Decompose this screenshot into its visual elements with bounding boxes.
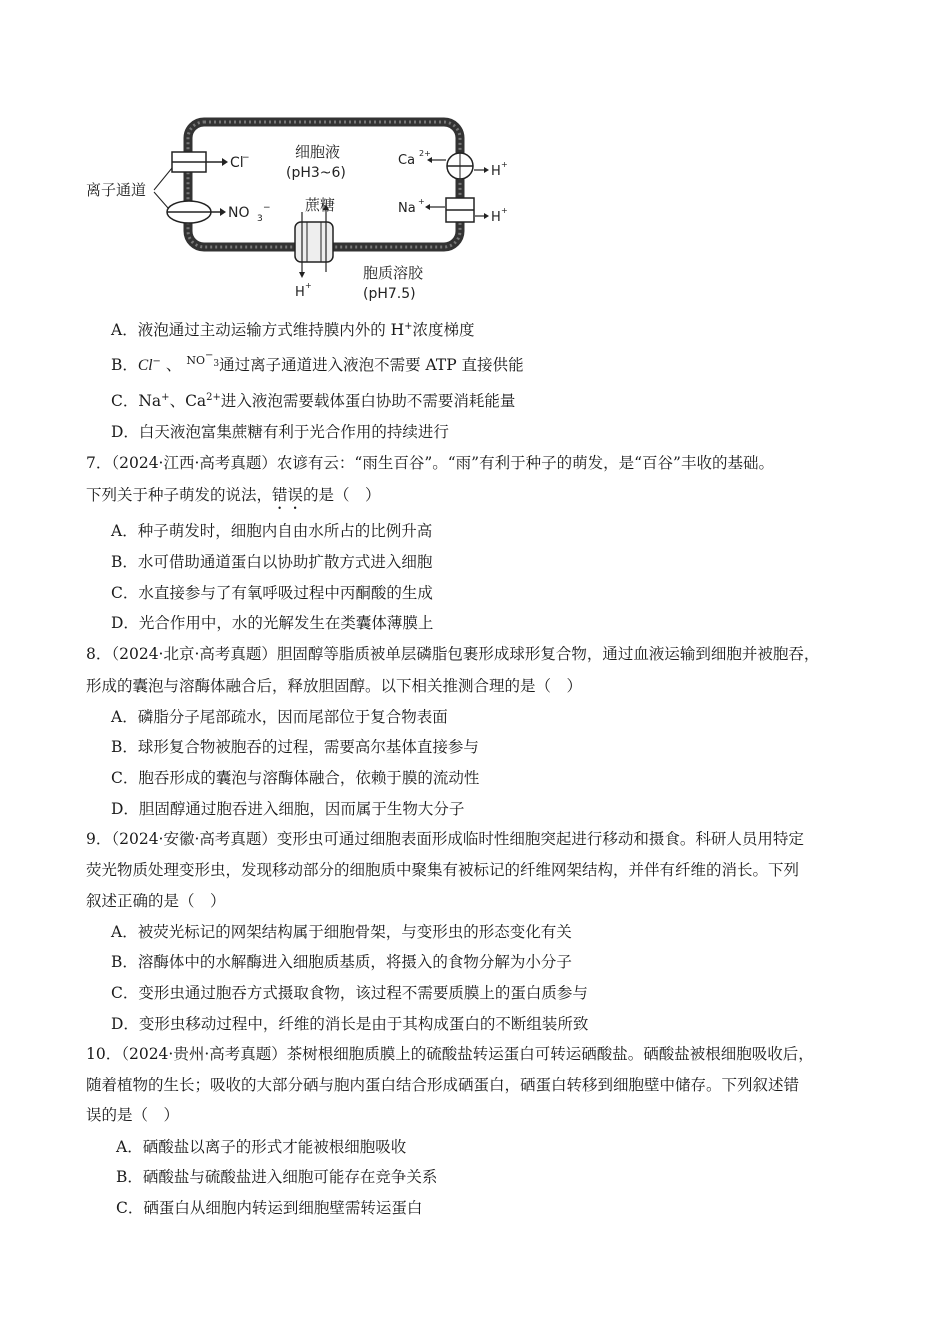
q9-option-c: C．变形虫通过胞吞方式摄取食物，该过程不需要质膜上的蛋白质参与 — [111, 984, 588, 1002]
svg-text:+: + — [501, 160, 508, 169]
q8-option-c: C．胞吞形成的囊泡与溶酶体融合，依赖于膜的流动性 — [111, 769, 480, 787]
na-label: Na — [398, 201, 416, 216]
q7-stem-line1: 7．（2024·江西·高考真题）农谚有云：“雨生百谷”。“雨”有利于种子的萌发，是“百谷”丰收的基础。 — [86, 454, 774, 472]
q8-option-d: D．胆固醇通过胞吞进入细胞，因而属于生物大分子 — [111, 800, 465, 818]
q9-option-b: B．溶酶体中的水解酶进入细胞质基质，将摄入的食物分解为小分子 — [111, 953, 572, 971]
svg-text:2+: 2+ — [419, 149, 431, 158]
q10-option-a: A．硒酸盐以离子的形式才能被根细胞吸收 — [116, 1138, 407, 1156]
q10-stem-line2: 随着植物的生长；吸收的大部分硒与胞内蛋白结合形成硒蛋白，硒蛋白转移到细胞壁中储存。下列叙述错 — [86, 1076, 800, 1094]
h-label-1: H — [491, 164, 501, 179]
q6-option-d: D．白天液泡富集蔗糖有利于光合作用的持续进行 — [111, 423, 449, 441]
q7-option-a: A．种子萌发时，细胞内自由水所占的比例升高 — [111, 522, 433, 540]
q10-option-b: B．硒酸盐与硫酸盐进入细胞可能存在竞争关系 — [116, 1168, 438, 1186]
q8-option-a: A．磷脂分子尾部疏水，因而尾部位于复合物表面 — [111, 708, 448, 726]
q10-stem-line3: 误的是（ ） — [86, 1106, 180, 1124]
svg-text:3: 3 — [257, 214, 263, 224]
q9-stem-line2: 荧光物质处理变形虫，发现移动部分的细胞质中聚集有被标记的纤维网架结构，并伴有纤维的消长。下列 — [86, 861, 800, 879]
q6-option-b: B．Cl− 、 $NO^-_3$通过离子通道进入液泡不需要 ATP 直接供能 — [111, 350, 524, 374]
q10-stem-line1: 10．（2024·贵州·高考真题）茶树根细胞质膜上的硫酸盐转运蛋白可转运硒酸盐。硒酸盐被根细胞吸收后， — [86, 1045, 814, 1063]
q6-option-c: C．Na+、$Ca^{2+}$进入液泡需要载体蛋白协助不需要消耗能量 — [111, 392, 516, 410]
svg-text:+: + — [418, 197, 425, 206]
q6-option-a: A．液泡通过主动运输方式维持膜内外的 H+浓度梯度 — [111, 321, 475, 339]
q9-option-d: D．变形虫移动过程中，纤维的消长是由于其构成蛋白的不断组装所致 — [111, 1015, 589, 1033]
svg-text:+: + — [305, 281, 312, 290]
q7-option-c: C．水直接参与了有氧呼吸过程中丙酮酸的生成 — [111, 584, 433, 602]
cytosol-label: 胞质溶胶 — [363, 264, 424, 282]
sucrose-transporter — [295, 222, 333, 262]
q7-option-b: B．水可借助通道蛋白以协助扩散方式进入细胞 — [111, 553, 433, 571]
svg-text:+: + — [501, 206, 508, 215]
q8-option-b: B．球形复合物被胞吞的过程，需要高尔基体直接参与 — [111, 738, 479, 756]
q7-stem-line2: 下列关于种子萌发的说法，错误的是（ ） — [86, 486, 381, 504]
q9-option-a: A．被荧光标记的网架结构属于细胞骨架，与变形虫的形态变化有关 — [111, 923, 572, 941]
q8-stem-line1: 8．（2024·北京·高考真题）胆固醇等脂质被单层磷脂包裹形成球形复合物，通过血液运输到细胞并被胞吞， — [86, 645, 820, 663]
cytosol-ph: (pH7.5) — [363, 286, 416, 302]
ca-label: Ca — [398, 153, 416, 168]
sucrose-label: 蔗糖 — [305, 196, 336, 214]
svg-text:−: − — [242, 153, 250, 163]
no3-label: NO — [228, 205, 250, 221]
h-label-3: H — [295, 285, 305, 300]
q10-option-c: C．硒蛋白从细胞内转运到细胞壁需转运蛋白 — [116, 1199, 423, 1217]
q9-stem-line3: 叙述正确的是（ ） — [86, 892, 226, 910]
svg-text:−: − — [263, 203, 271, 213]
vacuole-diagram-svg — [80, 110, 510, 310]
cell-sap-ph: (pH3~6) — [286, 165, 346, 181]
cl-label: Cl — [230, 155, 244, 171]
cell-sap-label: 细胞液 — [295, 143, 341, 161]
q8-stem-line2: 形成的囊泡与溶酶体融合后，释放胆固醇。以下相关推测合理的是（ ） — [86, 677, 583, 695]
q7-option-d: D．光合作用中，水的光解发生在类囊体薄膜上 — [111, 614, 434, 632]
ion-channel-label: 离子通道 — [86, 181, 147, 199]
q9-stem-line1: 9．（2024·安徽·高考真题）变形虫可通过细胞表面形成临时性细胞突起进行移动和摄食。科研人员用特定 — [86, 830, 804, 848]
h-label-2: H — [491, 210, 501, 225]
vacuole-diagram — [80, 110, 510, 310]
